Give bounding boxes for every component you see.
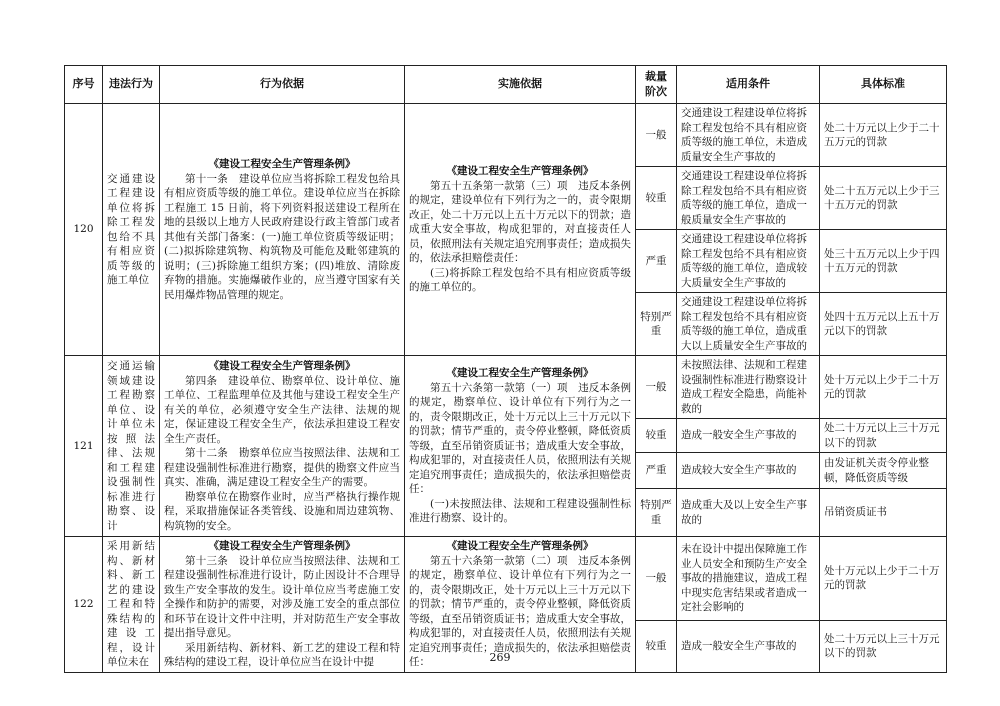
law-title: 《建设工程安全生产管理条例》 xyxy=(446,165,594,178)
specific-standard: 处四十五万元以上五十万元以下的罚款 xyxy=(820,293,947,356)
discretion-level: 较重 xyxy=(636,167,677,230)
specific-standard: 处二十万元以上三十万元以下的罚款 xyxy=(820,620,947,672)
header-cond: 适用条件 xyxy=(677,66,820,104)
specific-standard: 由发证机关责令停业整顿，降低资质等级 xyxy=(820,453,947,489)
applicable-condition: 造成重大及以上安全生产事故的 xyxy=(677,489,820,537)
header-act: 违法行为 xyxy=(103,66,160,104)
applicable-condition: 交通建设工程建设单位将拆除工程发包给不具有相应资质等级的施工单位，造成重大以上质量安全生产事故的 xyxy=(677,293,820,356)
basis-paragraph: 第十三条 设计单位应当按照法律、法规和工程建设强制性标准进行设计，防止因设计不合理导致生产安全事故的发生。设计单位应当考虑施工安全操作和防护的需要，对涉及施工安全的重点部位和环节在设计文件中注明，并对防范生产安全事故提出指导意见。 xyxy=(164,554,400,639)
row-legal-basis xyxy=(160,356,405,537)
table-row xyxy=(65,104,947,167)
basis-paragraph: 第十一条 建设单位应当将拆除工程发包给具有相应资质等级的施工单位。建设单位应当在拆除工程施工 15 日前，将下列资料报送建设工程所在地的县级以上地方人民政府建设行政主管部门或者其他有关部门备案：(一)施工单位资质等级证明；(二)拟拆除建筑物、构筑物及可能危及毗邻建筑的说明；(三)拆除施工组织方案；(四)堆放、清除废弃物的措施。实施爆破作业的，应当遵守国家有关民用爆炸物品管理的规定。 xyxy=(164,172,400,301)
specific-standard: 处十万元以上少于二十万元的罚款 xyxy=(820,356,947,419)
applicable-condition: 交通建设工程建设单位将拆除工程发包给不具有相应资质等级的施工单位，造成一般质量安全生产事故的 xyxy=(677,167,820,230)
table-body xyxy=(65,104,947,673)
row-implementation-basis xyxy=(405,104,636,356)
impl-paragraph: 第五十六条第一款第（二）项 违反本条例的规定，勘察单位、设计单位有下列行为之一的，责令限期改正，处十万元以上三十万元以下的罚款；情节严重的，责令停业整顿，降低资质等级，直至吊销资质证书；造成重大安全事故，构成犯罪的，对直接责任人员，依照刑法有关规定追究刑事责任；造成损失的，依法承担赔偿责任： xyxy=(409,554,631,668)
discretion-level: 一般 xyxy=(636,356,677,419)
discretion-level: 较重 xyxy=(636,419,677,453)
law-title: 《建设工程安全生产管理条例》 xyxy=(446,367,594,380)
table-row xyxy=(65,537,947,621)
applicable-condition: 未按照法律、法规和工程建设强制性标准进行勘察设计造成工程安全隐患，尚能补救的 xyxy=(677,356,820,419)
basis-paragraph: 第十二条 勘察单位应当按照法律、法规和工程建设强制性标准进行勘察，提供的勘察文件应当真实、准确，满足建设工程安全生产的需要。 xyxy=(164,447,400,488)
header-basis: 行为依据 xyxy=(160,66,405,104)
header-std: 具体标准 xyxy=(820,66,947,104)
applicable-condition: 造成一般安全生产事故的 xyxy=(677,419,820,453)
header-impl: 实施依据 xyxy=(405,66,636,104)
law-title: 《建设工程安全生产管理条例》 xyxy=(208,360,356,372)
table-row xyxy=(65,356,947,419)
row-implementation-basis xyxy=(405,356,636,537)
law-title: 《建设工程安全生产管理条例》 xyxy=(208,158,356,170)
applicable-condition: 未在设计中提出保障施工作业人员安全和预防生产安全事故的措施建议，造成工程中现实危害结果或者造成一定社会影响的 xyxy=(677,537,820,621)
specific-standard: 吊销资质证书 xyxy=(820,489,947,537)
basis-paragraph: 勘察单位在勘察作业时，应当严格执行操作规程，采取措施保证各类管线、设施和周边建筑物、构筑物的安全。 xyxy=(164,490,400,532)
impl-paragraph: 第五十五条第一款第（三）项 违反本条例的规定，建设单位有下列行为之一的，责令限期改正，处二十万元以上五十万元以下的罚款；造成重大安全事故，构成犯罪的，对直接责任人员，依照刑法有关规定追究刑事责任；造成损失的，依法承担赔偿责任： xyxy=(409,179,631,265)
applicable-condition: 造成一般安全生产事故的 xyxy=(677,620,820,672)
applicable-condition: 造成较大安全生产事故的 xyxy=(677,453,820,489)
header-seq: 序号 xyxy=(65,66,103,104)
row-violation: 采用新结构、新材料、新工艺的建设工程和特殊结构的建设工程，设计单位未在 xyxy=(103,537,160,673)
specific-standard: 处十万元以上少于二十万元的罚款 xyxy=(820,537,947,621)
discretion-level: 严重 xyxy=(636,230,677,293)
specific-standard: 处二十五万元以上少于三十五万元的罚款 xyxy=(820,167,947,230)
specific-standard: 处二十万元以上三十万元以下的罚款 xyxy=(820,419,947,453)
impl-paragraph: (三)将拆除工程发包给不具有相应资质等级的施工单位的。 xyxy=(409,266,631,294)
discretion-level: 特别严重 xyxy=(636,489,677,537)
specific-standard: 处二十万元以上少于二十五万元的罚款 xyxy=(820,104,947,167)
table-header xyxy=(65,66,947,104)
specific-standard: 处三十五万元以上少于四十五万元的罚款 xyxy=(820,230,947,293)
row-seq: 120 xyxy=(65,104,103,356)
row-legal-basis xyxy=(160,104,405,356)
impl-paragraph: (一)未按照法律、法规和工程建设强制性标准进行勘察、设计的。 xyxy=(409,497,631,525)
applicable-condition: 交通建设工程建设单位将拆除工程发包给不具有相应资质等级的施工单位，造成较大质量安全生产事故的 xyxy=(677,230,820,293)
discretion-level: 一般 xyxy=(636,104,677,167)
discretion-level: 特别严重 xyxy=(636,293,677,356)
basis-paragraph: 采用新结构、新材料、新工艺的建设工程和特殊结构的建设工程，设计单位应当在设计中提 xyxy=(164,641,400,668)
header-level: 裁量阶次 xyxy=(636,66,677,104)
discretion-level: 较重 xyxy=(636,620,677,672)
impl-paragraph: 第五十六条第一款第（一）项 违反本条例的规定，勘察单位、设计单位有下列行为之一的，责令限期改正，处十万元以上三十万元以下的罚款；情节严重的，责令停业整顿，降低资质等级，直至吊销资质证书；造成重大安全事故，构成犯罪的，对直接责任人员，依照刑法有关规定追究刑事责任；造成损失的，依法承担赔偿责任： xyxy=(409,381,631,496)
discretion-level: 严重 xyxy=(636,453,677,489)
basis-paragraph: 第四条 建设单位、勘察单位、设计单位、施工单位、工程监理单位及其他与建设工程安全生产有关的单位，必须遵守安全生产法律、法规的规定，保证建设工程安全生产，依法承担建设工程安全生产责任。 xyxy=(164,374,400,445)
applicable-condition: 交通建设工程建设单位将拆除工程发包给不具有相应资质等级的施工单位，未造成质量安全生产事故的 xyxy=(677,104,820,167)
page-number: 269 xyxy=(489,651,511,664)
row-seq: 121 xyxy=(65,356,103,537)
law-title: 《建设工程安全生产管理条例》 xyxy=(208,540,356,552)
penalty-table xyxy=(64,65,947,673)
row-violation: 交通运输领域建设工程勘察单位、设计单位未按照法律、法规和工程建设强制性标准进行勘察、设计 xyxy=(103,356,160,537)
law-title: 《建设工程安全生产管理条例》 xyxy=(446,540,594,552)
discretion-level: 一般 xyxy=(636,537,677,621)
row-violation: 交通建设工程建设单位将拆除工程发包给不具有相应资质等级的施工单位 xyxy=(103,104,160,356)
row-seq: 122 xyxy=(65,537,103,673)
